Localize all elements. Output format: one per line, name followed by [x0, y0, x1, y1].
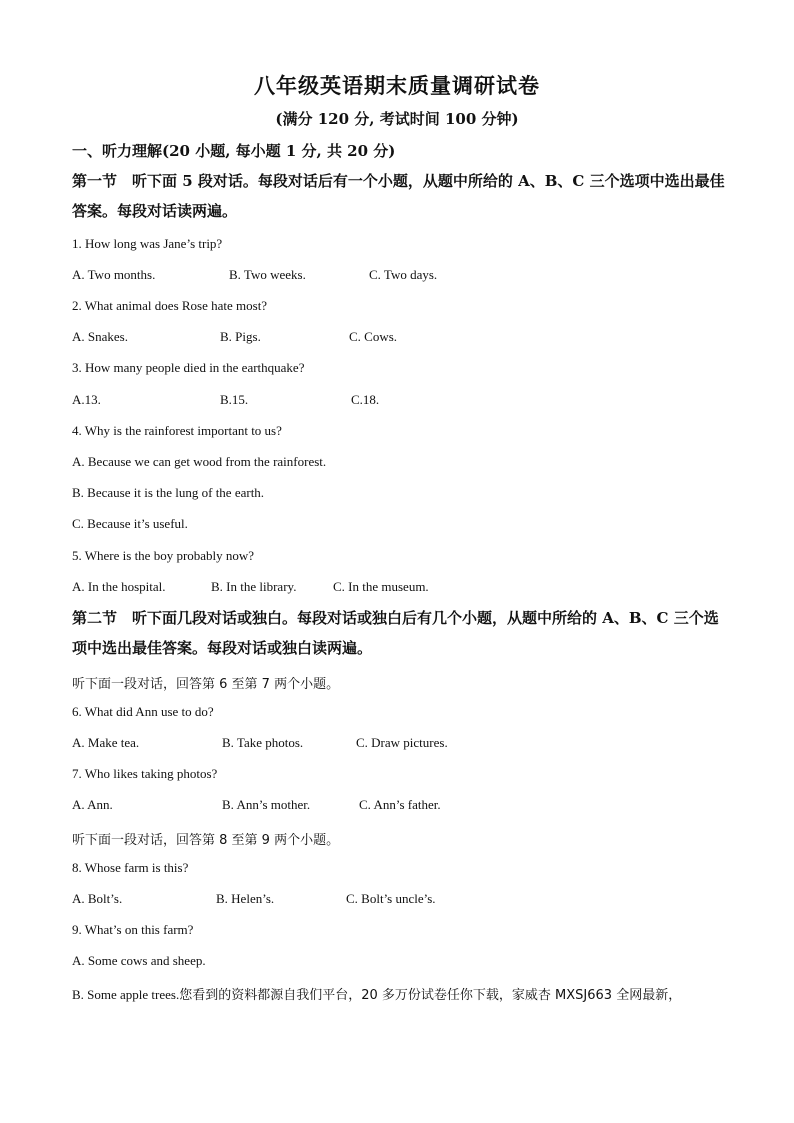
- q1-option-c: C. Two days.: [369, 267, 438, 282]
- q8-option-b: B. Helen’s.: [216, 891, 275, 906]
- question-8: 8. Whose farm is this?: [72, 860, 189, 875]
- q7-option-c: C. Ann’s father.: [359, 797, 441, 812]
- part2-instruction: 第二节 听下面几段对话或独白。每段对话或独白后有几个小题，从题中所给的 A、B、C 三个选项中选出最佳答案。每段对话或独白读两遍。: [72, 609, 719, 657]
- q3-option-b: B.15.: [220, 392, 249, 407]
- q2-option-c: C. Cows.: [349, 329, 398, 344]
- page-subtitle: (满分 120 分, 考试时间 100 分钟): [275, 110, 519, 128]
- page-title: 八年级英语期末质量调研试卷: [254, 73, 540, 98]
- q1-option-b: B. Two weeks.: [229, 267, 306, 282]
- watermark-text: 您看到的资料都源自我们平台，20 多万份试卷任你下载，家威杏 MXSJ663 全网最新，: [179, 988, 682, 1003]
- question-5: 5. Where is the boy probably now?: [72, 548, 255, 563]
- q2-option-a: A. Snakes.: [72, 329, 128, 344]
- question-4: 4. Why is the rainforest important to us?: [72, 423, 282, 438]
- q7-option-a: A. Ann.: [72, 797, 113, 812]
- q1-option-a: A. Two months.: [72, 267, 156, 282]
- dialog-note-6-7: 听下面一段对话，回答第 6 至第 7 两个小题。: [72, 677, 340, 692]
- q3-option-a: A.13.: [72, 392, 101, 407]
- question-9: 9. What’s on this farm?: [72, 922, 194, 937]
- question-2: 2. What animal does Rose hate most?: [72, 298, 268, 313]
- q9-option-a: A. Some cows and sheep.: [72, 953, 206, 968]
- q5-option-c: C. In the museum.: [333, 579, 429, 594]
- q7-option-b: B. Ann’s mother.: [222, 797, 311, 812]
- question-6: 6. What did Ann use to do?: [72, 704, 214, 719]
- question-3: 3. How many people died in the earthquake?: [72, 360, 305, 375]
- q4-option-c: C. Because it’s useful.: [72, 516, 188, 531]
- q6-option-a: A. Make tea.: [72, 735, 140, 750]
- q8-option-a: A. Bolt’s.: [72, 891, 123, 906]
- q9-option-b-line: [72, 984, 681, 1003]
- q2-option-b: B. Pigs.: [220, 329, 261, 344]
- q5-option-a: A. In the hospital.: [72, 579, 166, 594]
- q4-option-a: A. Because we can get wood from the rainforest.: [72, 454, 327, 469]
- q3-option-c: C.18.: [351, 392, 380, 407]
- q9-option-b: B. Some apple trees.: [72, 987, 180, 1002]
- q5-option-b: B. In the library.: [211, 579, 297, 594]
- dialog-note-8-9: 听下面一段对话，回答第 8 至第 9 两个小题。: [72, 833, 340, 848]
- question-1: 1. How long was Jane’s trip?: [72, 236, 223, 251]
- q8-option-c: C. Bolt’s uncle’s.: [346, 891, 436, 906]
- q6-option-b: B. Take photos.: [222, 735, 304, 750]
- section-heading-listening: 一、听力理解(20 小题, 每小题 1 分, 共 20 分): [72, 142, 396, 160]
- q6-option-c: C. Draw pictures.: [356, 735, 448, 750]
- q4-option-b: B. Because it is the lung of the earth.: [72, 485, 265, 500]
- part1-instruction: 第一节 听下面 5 段对话。每段对话后有一个小题，从题中所给的 A、B、C 三个选项中选出最佳答案。每段对话读两遍。: [72, 172, 725, 220]
- question-7: 7. Who likes taking photos?: [72, 766, 218, 781]
